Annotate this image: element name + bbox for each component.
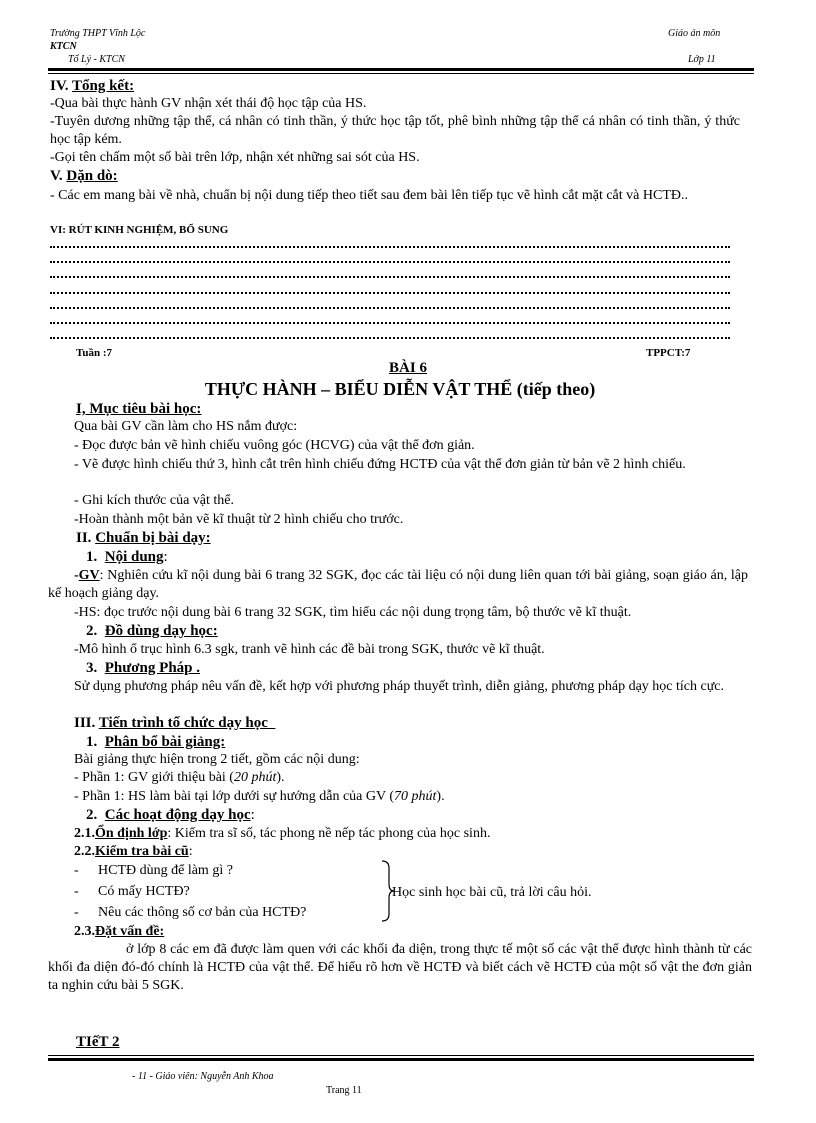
process-alloc-heading: 1. Phân bổ bài giảng: — [86, 734, 226, 750]
dotted-line-7 — [50, 337, 730, 339]
process-acts-heading: 2. Các hoạt động dạy học: — [86, 807, 255, 823]
footer-page: Trang 11 — [326, 1085, 362, 1096]
process-part-2: - Phần 1: HS làm bài tại lớp dưới sự hướng dẫn của GV (70 phút). — [74, 789, 445, 804]
dotted-line-3 — [50, 276, 730, 278]
header-school: Trường THPT Vĩnh Lộc — [50, 28, 146, 39]
process-s23-text: ở lớp 8 các em đã được làm quen với các khối đa diện, trong thực tế một số các vật thể được hình thành từ các khối đa diện đó-đó chính là HCTĐ của vật thể. Để hiểu rõ hơn về HCTĐ và biết cách vẽ HCTĐ của một số vật the đơn giản ta nghin cứu bài 5 SGK. — [48, 942, 752, 993]
dotted-line-5 — [50, 307, 730, 309]
footer-rule-thick — [48, 1058, 754, 1061]
section5-text: - Các em mang bài về nhà, chuẩn bị nội dung tiếp theo tiết sau đem bài lên tiếp tục vẽ hình cắt mặt cắt và HCTĐ.. — [50, 188, 688, 203]
question-3-text: Nêu các thông số cơ bản của HCTĐ? — [98, 905, 307, 920]
header-grade: Lớp 11 — [688, 54, 716, 65]
section4-line-2: -Tuyên dương những tập thể, cá nhân có tinh thần, ý thức học tập tốt, phê bình những tập thể cá nhân có tinh thần, ý thức học tập kém. — [50, 114, 740, 147]
objectives-item-4: -Hoàn thành một bản vẽ kĩ thuật từ 2 hình chiếu cho trước. — [74, 512, 404, 527]
process-heading: III. Tiến trình tổ chức dạy học — [74, 715, 268, 731]
header-group: Tổ Lý - KTCN — [68, 54, 125, 65]
footer-rule-thin — [48, 1055, 754, 1056]
objectives-intro: Qua bài GV cần làm cho HS nắm được: — [74, 419, 298, 434]
objectives-heading: I, Mục tiêu bài học: — [76, 401, 202, 417]
dotted-line-4 — [50, 292, 730, 294]
objectives-item-2: - Vẽ được hình chiếu thứ 3, hình cắt trên hình chiếu đứng HCTĐ của vật thể đơn giản từ bản vẽ 2 hình chiếu. — [74, 457, 686, 472]
process-s21: 2.1.Ổn định lớp: Kiểm tra sĩ số, tác phong nề nếp tác phong của học sinh. — [74, 826, 491, 841]
header-subject: Giáo án môn — [668, 28, 721, 39]
footer-teacher: - 11 - Giáo viên: Nguyễn Anh Khoa — [132, 1071, 274, 1082]
dotted-line-6 — [50, 322, 730, 324]
objectives-item-1: - Đọc được bản vẽ hình chiếu vuông góc (HCVG) của vật thể đơn giản. — [74, 438, 475, 453]
question-2: - — [74, 884, 79, 899]
dotted-line-1 — [50, 246, 730, 248]
process-alloc-intro: Bài giảng thực hiện trong 2 tiết, gồm các nội dung: — [74, 752, 360, 767]
section4-line-1: -Qua bài thực hành GV nhận xét thái độ học tập của HS. — [50, 96, 367, 111]
lesson-number: BÀI 6 — [389, 360, 427, 376]
questions-note: Học sinh học bài cũ, trả lời câu hỏi. — [392, 885, 592, 900]
process-part-1: - Phần 1: GV giới thiệu bài (20 phút). — [74, 770, 285, 785]
week-label: Tuần :7 — [76, 347, 112, 359]
lesson-title: THỰC HÀNH – BIỂU DIỄN VẬT THỂ (tiếp theo) — [204, 379, 596, 399]
section4-line-3: -Gọi tên chấm một số bài trên lớp, nhận xét những sai sót của HS. — [50, 150, 420, 165]
process-s22-heading: 2.2.Kiểm tra bài cũ: — [74, 844, 193, 859]
prep-gv-text: -GV: Nghiên cứu kĩ nội dung bài 6 trang 32 SGK, đọc các tài liệu có nội dung liên quan tới bài giảng, soạn giáo án, lập kế hoạch giảng dạy. — [48, 568, 748, 601]
prep-hs-text: -HS: đọc trước nội dung bài 6 trang 32 SGK, tìm hiểu các nội dung trọng tâm, bộ thước vẽ kĩ thuật. — [74, 605, 632, 620]
header-dept: KTCN — [50, 41, 77, 52]
period-2-label: TIếT 2 — [76, 1034, 120, 1050]
question-2-text: Có mấy HCTĐ? — [98, 884, 190, 899]
header-rule-thin — [48, 73, 754, 74]
dotted-line-2 — [50, 261, 730, 263]
process-s23-heading: 2.3.Đặt vấn đề: — [74, 924, 165, 939]
header-rule-thick — [48, 68, 754, 71]
section4-heading: IV. Tổng kết: — [50, 78, 135, 94]
question-3: - — [74, 905, 79, 920]
section6-heading: VI: RÚT KINH NGHIỆM, BỔ SUNG — [50, 224, 229, 236]
prep-method-heading: 3. Phương Pháp . — [86, 660, 201, 676]
objectives-item-3: - Ghi kích thước của vật thể. — [74, 493, 234, 508]
prep-content-heading: 1. Nội dung: — [86, 549, 168, 565]
prep-tools-text: -Mô hình ổ trục hình 6.3 sgk, tranh vẽ hình các đề bài trong SGK, thước vẽ kĩ thuật. — [74, 642, 545, 657]
question-1: - — [74, 863, 79, 878]
section5-heading: V. Dặn dò: — [50, 168, 118, 184]
question-1-text: HCTĐ dùng để làm gì ? — [98, 863, 233, 878]
gv-label: GV — [78, 568, 100, 583]
prep-heading: II. Chuẩn bị bài dạy: — [76, 530, 211, 546]
prep-tools-heading: 2. Đồ dùng dạy học: — [86, 623, 218, 639]
prep-method-text: Sử dụng phương pháp nêu vấn đề, kết hợp với phương pháp thuyết trình, diễn giảng, phương pháp dạy học tích cực. — [74, 679, 725, 694]
ppct-label: TPPCT:7 — [646, 347, 691, 359]
